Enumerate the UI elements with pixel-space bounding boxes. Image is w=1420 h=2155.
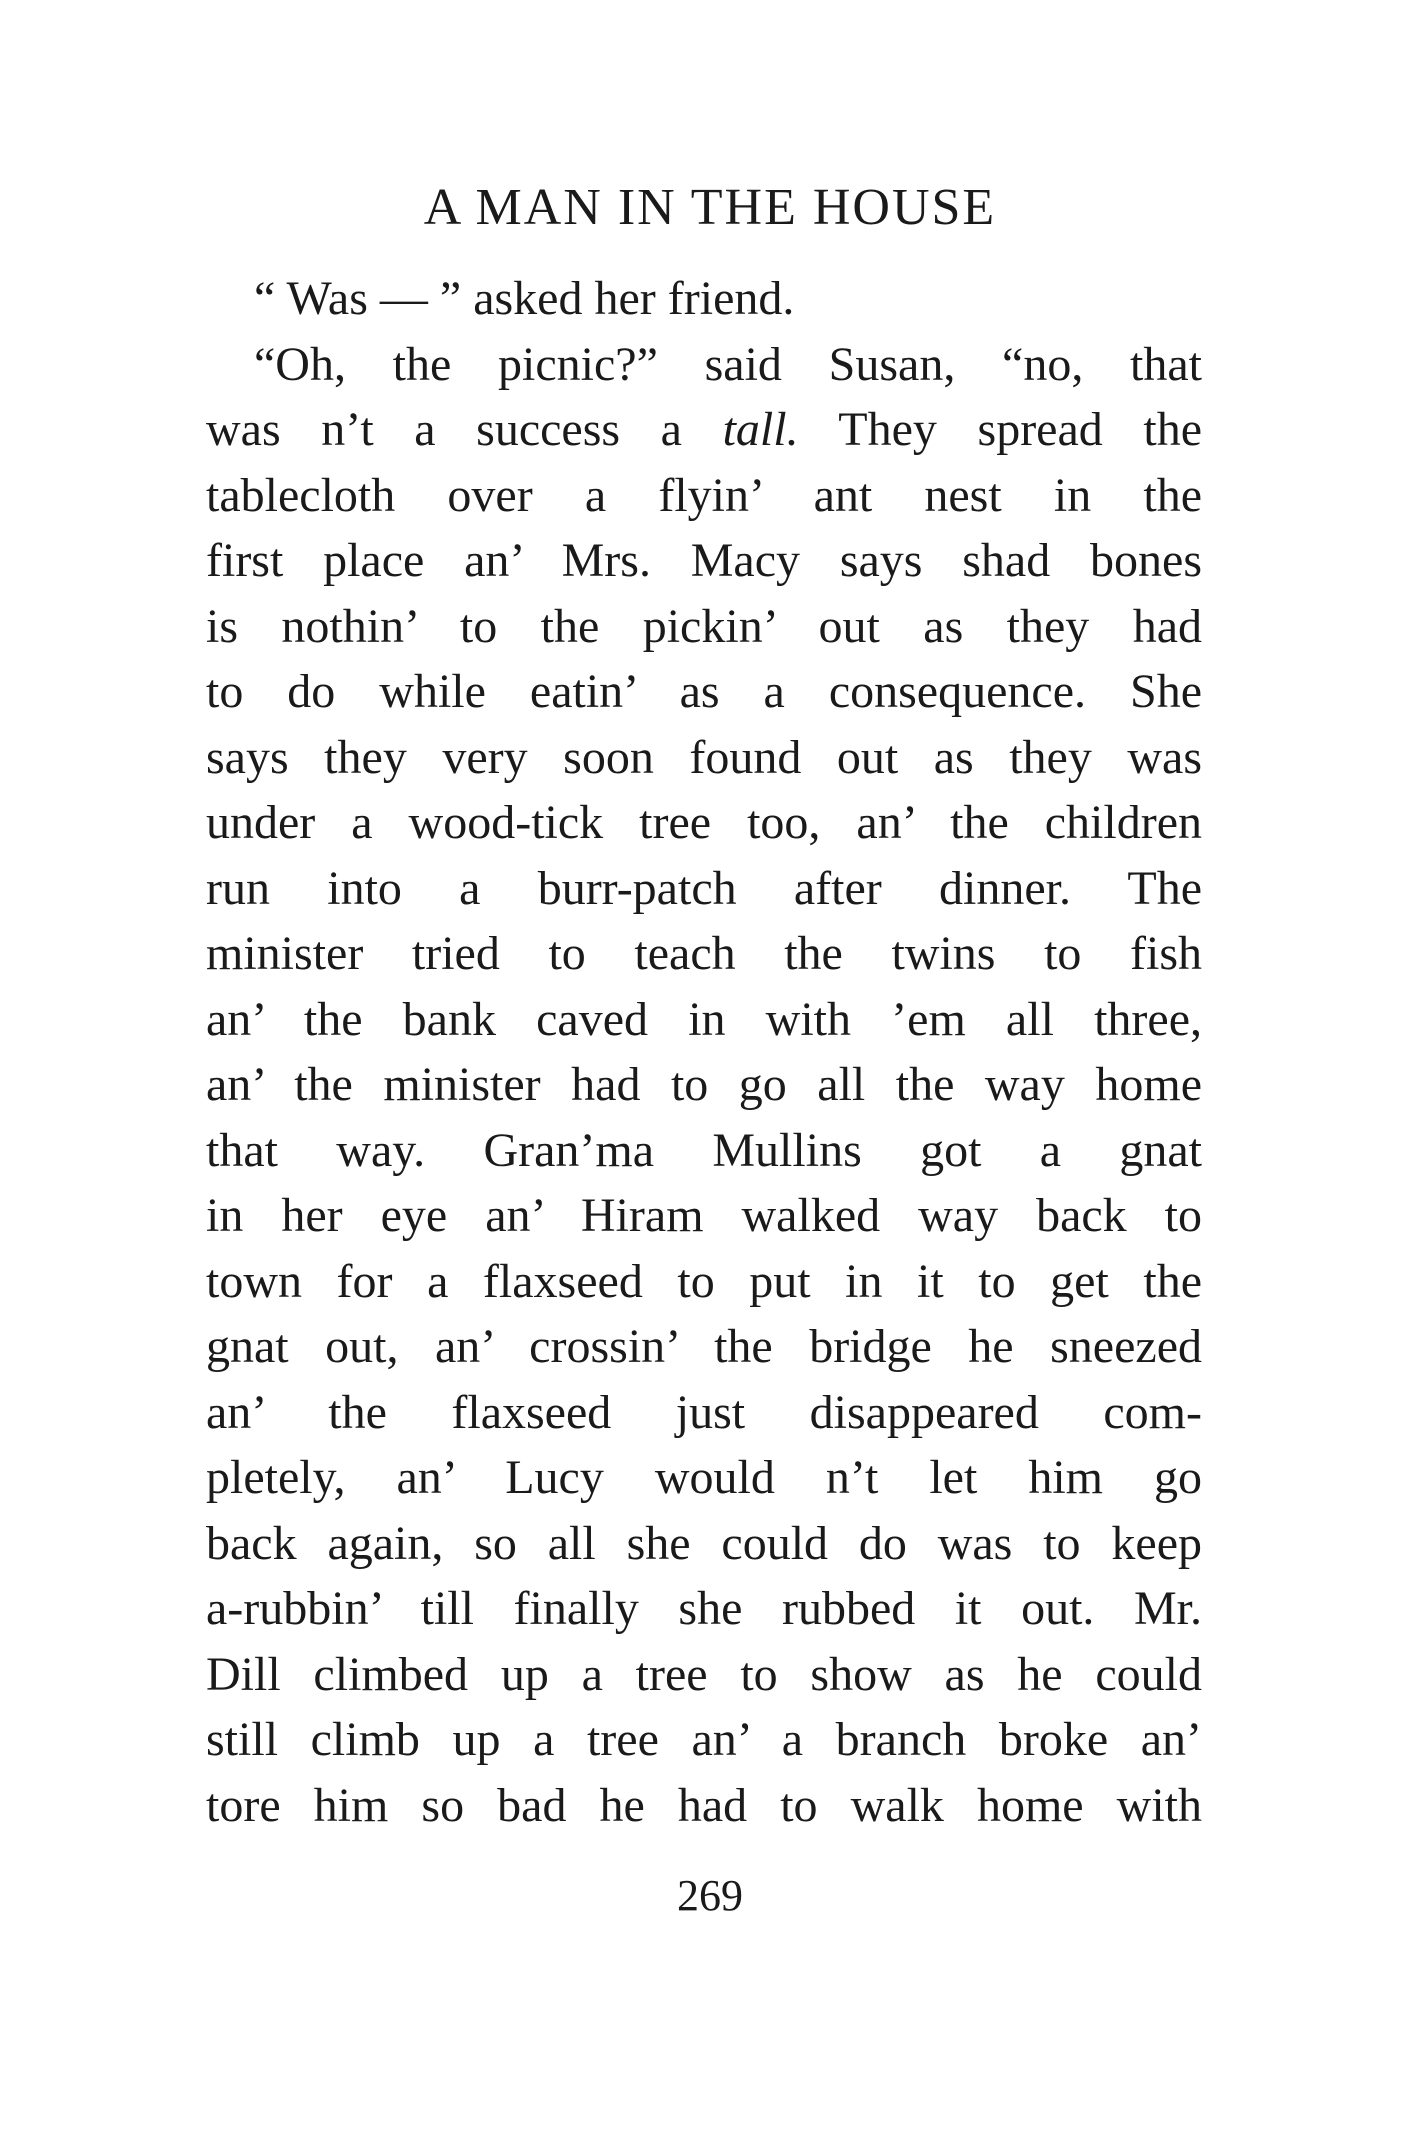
text-line: pletely, an’ Lucy would n’t let him go xyxy=(206,1451,1202,1504)
text-line: run into a burr-patch after dinner. The xyxy=(206,861,1202,915)
text-line: in her eye an’ Hiram walked way back to xyxy=(206,1189,1202,1242)
text-line: back again, so all she could do was to keep xyxy=(206,1516,1202,1570)
text-line: tablecloth over a flyin’ ant nest in the xyxy=(206,468,1202,522)
text-line: still climb up a tree an’ a branch broke an’ xyxy=(206,1713,1202,1766)
text-line: a-rubbin’ till finally she rubbed it out. Mr. xyxy=(206,1582,1202,1635)
text-line: minister tried to teach the twins to fish xyxy=(206,927,1202,980)
text-line: first place an’ Mrs. Macy says shad bones xyxy=(206,534,1202,587)
text-line: town for a flaxseed to put in it to get the xyxy=(206,1254,1202,1308)
text-line: an’ the flaxseed just disappeared com- xyxy=(206,1385,1202,1439)
page-number: 269 xyxy=(677,1871,743,1920)
text-line xyxy=(206,397,1202,463)
text-line: an’ the minister had to go all the way home xyxy=(206,1058,1202,1111)
text-line: Dill climbed up a tree to show as he could xyxy=(206,1647,1202,1701)
text-line: gnat out, an’ crossin’ the bridge he sneezed xyxy=(206,1320,1202,1373)
text-line: tore him so bad he had to walk home with xyxy=(206,1778,1202,1832)
text-span: was n’t a success a xyxy=(206,403,723,456)
text-span: They spread the xyxy=(798,403,1203,456)
text-line: to do while eatin’ as a consequence. She xyxy=(206,665,1202,718)
text-line: “ Was — ” asked her friend. xyxy=(254,272,795,325)
page-body xyxy=(206,266,1202,1838)
text-line: an’ the bank caved in with ’em all three, xyxy=(206,992,1202,1046)
text-line: that way. Gran’ma Mullins got a gnat xyxy=(206,1123,1202,1177)
running-head: A MAN IN THE HOUSE xyxy=(423,179,997,236)
italic-word: tall. xyxy=(722,403,799,456)
text-line: is nothin’ to the pickin’ out as they had xyxy=(206,599,1202,653)
text-line: under a wood-tick tree too, an’ the children xyxy=(206,796,1202,849)
text-line: says they very soon found out as they was xyxy=(206,730,1202,784)
text-line: “Oh, the picnic?” said Susan, “no, that xyxy=(254,337,1202,391)
